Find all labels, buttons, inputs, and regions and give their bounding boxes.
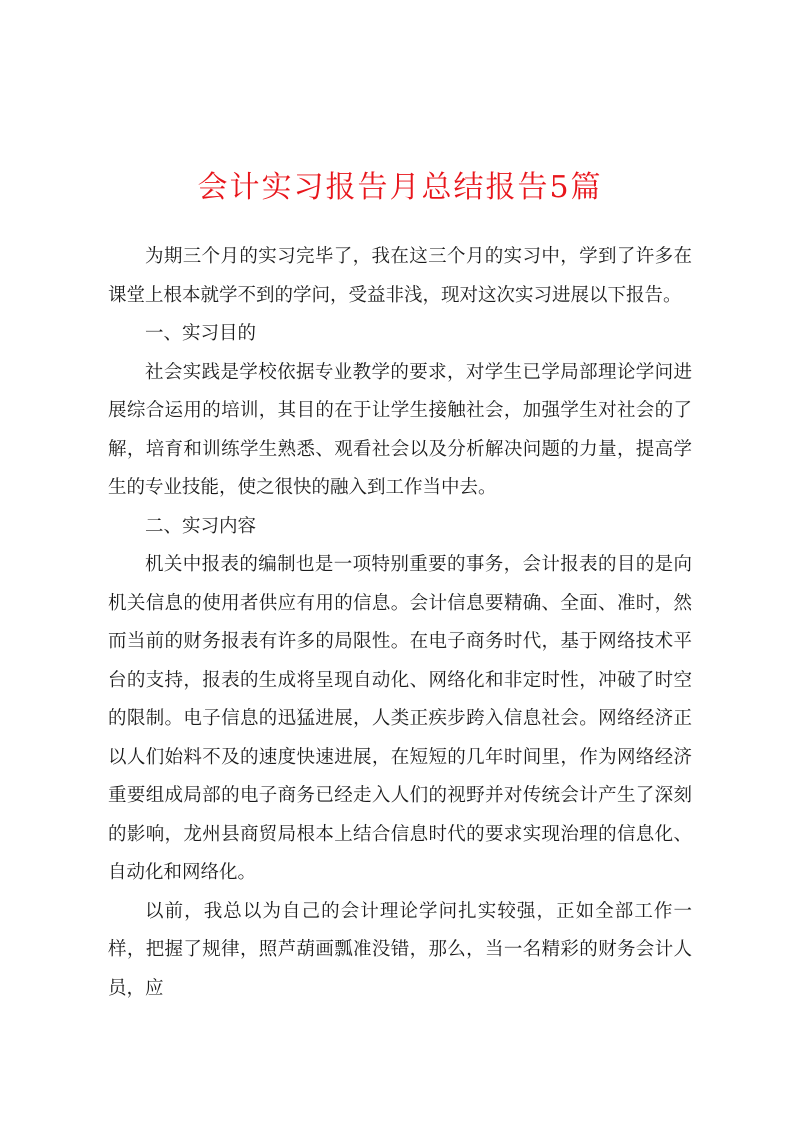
document-body	[108, 238, 692, 1008]
intro-paragraph: 为期三个月的实习完毕了，我在这三个月的实习中，学到了许多在课堂上根本就学不到的学问，受益非浅，现对这次实习进展以下报告。	[108, 246, 692, 306]
purpose-paragraph: 社会实践是学校依据专业教学的要求，对学生已学局部理论学问进展综合运用的培训，其目的在于让学生接触社会，加强学生对社会的了解，培育和训练学生熟悉、观看社会以及分析解决问题的力量，提高学生的专业技能，使之很快的融入到工作当中去。	[108, 361, 692, 498]
content-paragraph: 机关中报表的编制也是一项特别重要的事务，会计报表的目的是向机关信息的使用者供应有用的信息。会计信息要精确、全面、准时，然而当前的财务报表有许多的局限性。在电子商务时代，基于网络技术平台的支持，报表的生成将呈现自动化、网络化和非定时性，冲破了时空的限制。电子信息的迅猛进展，人类正疾步跨入信息社会。网络经济正以人们始料不及的速度快速进展，在短短的几年时间里，作为网络经济重要组成局部的电子商务已经走入人们的视野并对传统会计产生了深刻的影响，龙州县商贸局根本上结合信息时代的要求实现治理的信息化、自动化和网络化。	[108, 554, 692, 883]
document-title: 会计实习报告月总结报告5篇	[197, 170, 603, 205]
section-heading-content: 二、实习内容	[145, 515, 257, 537]
section-heading-purpose: 一、实习目的	[145, 323, 257, 344]
reflection-paragraph: 以前，我总以为自己的会计理论学问扎实较强，正如全部工作一样，把握了规律，照芦葫画瓢准没错，那么，当一名精彩的财务会计人员，应	[108, 900, 692, 999]
